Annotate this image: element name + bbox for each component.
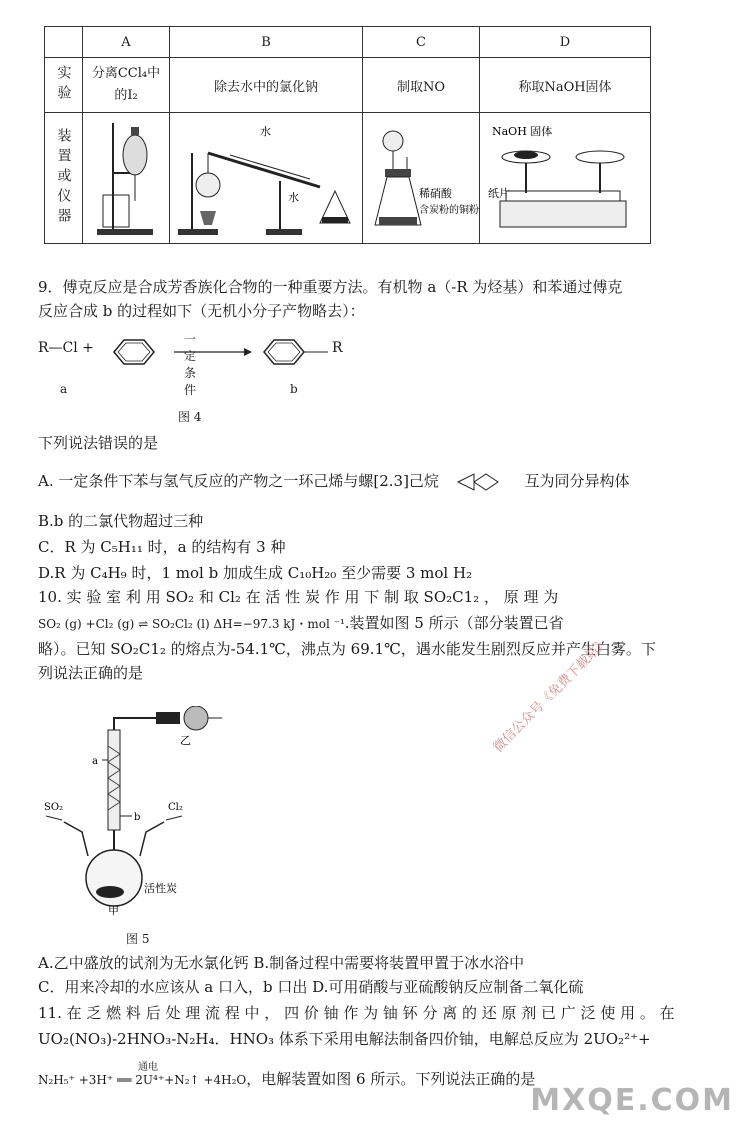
- row-label-apparatus: 装置或仪器: [45, 113, 83, 244]
- balance-icon: [480, 113, 650, 239]
- q11-equation: N₂H₅⁺ +3H⁺ ══ 2U⁴⁺+N₂↑ +4H₂O: [38, 1073, 247, 1087]
- q10-options-ab: A.乙中盛放的试剂为无水氯化钙 B.制备过程中需要将装置甲置于冰水浴中: [38, 954, 525, 972]
- q9-option-b: B.b 的二氯代物超过三种: [38, 512, 204, 530]
- q10-line1: 10. 实 验 室 利 用 SO₂ 和 Cl₂ 在 活 性 炭 作 用 下 制 取 SO₂C1₂ ， 原 理 为: [38, 588, 559, 606]
- water-out-label: 水: [288, 191, 299, 204]
- fig5-caption: 图 5: [126, 932, 150, 946]
- water-in-label: 水: [260, 125, 271, 138]
- row-label-experiment: 实验: [45, 58, 83, 113]
- label-b: b: [290, 382, 298, 396]
- reaction-graphic: [104, 336, 364, 370]
- q9-line1: 9．傅克反应是合成芳香族化合物的一种重要方法。有机物 a（-R 为烃基）和苯通过傅克: [38, 278, 623, 296]
- q11-line1: 11. 在 乏 燃 料 后 处 理 流 程 中 ， 四 价 铀 作 为 铀 钚 分 离 的 还 原 剂 已 广 泛 使 用 。 在: [38, 1004, 675, 1022]
- q11-eq-condition: 通电: [138, 1062, 158, 1073]
- col-header-b: B: [170, 27, 363, 58]
- col-header-a: A: [83, 27, 170, 58]
- experiment-table: [44, 26, 651, 244]
- q11-line3-rest: ，电解装置如图 6 所示。下列说法正确的是: [246, 1070, 536, 1088]
- cell-c-apparatus: [363, 113, 480, 244]
- fig5-apparatus: [36, 706, 256, 928]
- cell-b-apparatus: [170, 113, 363, 244]
- separatory-funnel-icon: [83, 113, 169, 239]
- q9-option-a: [38, 470, 630, 493]
- q9-line2: 反应合成 b 的过程如下（无机小分子产物略去）：: [38, 302, 365, 320]
- q10-options-cd: C．用来冷却的水应该从 a 口入，b 口出 D.可用硝酸与亚硫酸钠反应制备二氧化硫: [38, 978, 584, 996]
- site-logo: MXQE.COM: [530, 1083, 734, 1118]
- label-port-a: a: [92, 756, 98, 767]
- q10-equation: SO₂ (g) +Cl₂ (g) ⇌ SO₂Cl₂ (l) ΔH=−97.3 kJ・mol ⁻¹: [38, 617, 345, 631]
- label-jia: 甲: [108, 904, 119, 917]
- eq-right: R: [332, 340, 343, 356]
- label-so2: SO₂: [44, 802, 64, 813]
- q10-line3: 略）。已知 SO₂C1₂ 的熔点为-54.1℃，沸点为 69.1℃，遇水能发生剧烈反应并产生白雾。下: [38, 640, 656, 658]
- q9-option-c: C．R 为 C₅H₁₁ 时，a 的结构有 3 种: [38, 538, 286, 556]
- fig4-caption: 图 4: [178, 410, 202, 424]
- option-a-text: A. 一定条件下苯与氢气反应的产物之一环己烯与螺[2.3]己烷: [38, 472, 439, 490]
- col-header-c: C: [363, 27, 480, 58]
- col-header-d: D: [480, 27, 651, 58]
- q11-line2: UO₂(NO₃)-2HNO₃-N₂H₄．HNO₃ 体系下采用电解法制备四价铀，电解总反应为 2UO₂²⁺+: [38, 1030, 651, 1048]
- watermark-text: 微信公众号《免费下载站》: [490, 634, 612, 756]
- spiro-hexane-icon: [450, 471, 514, 493]
- cell-b-experiment: 除去水中的氯化钠: [170, 58, 363, 113]
- cell-d-apparatus: [480, 113, 651, 244]
- corner-cell: [45, 27, 83, 58]
- cell-a-experiment: 分离CCl₄中的I₂: [83, 58, 170, 113]
- cell-d-experiment: 称取NaOH固体: [480, 58, 651, 113]
- cell-c-experiment: 制取NO: [363, 58, 480, 113]
- q9-prompt: 下列说法错误的是: [38, 434, 159, 452]
- powder-label: 含炭粉的铜粉: [419, 205, 479, 216]
- acid-label: 稀硝酸: [419, 187, 452, 200]
- label-yi: 乙: [180, 734, 191, 747]
- label-carbon: 活性炭: [144, 882, 177, 895]
- no-generator-icon: [363, 113, 479, 239]
- cell-a-apparatus: [83, 113, 170, 244]
- q10-line4: 列说法正确的是: [38, 664, 144, 682]
- label-port-b: b: [134, 812, 141, 823]
- paper-label: 纸片: [488, 187, 510, 200]
- label-a: a: [60, 382, 68, 396]
- label-cl2: Cl₂: [168, 802, 183, 813]
- eq-condition: 一定条件: [184, 332, 197, 397]
- option-a-tail: 互为同分异构体: [524, 472, 630, 490]
- distillation-apparatus-icon: [170, 113, 362, 239]
- naoh-label: NaOH 固体: [492, 125, 553, 138]
- q10-line2-rest: .装置如图 5 所示（部分装置已省: [344, 614, 564, 632]
- q11-line3: [38, 1068, 535, 1091]
- eq-left: R—Cl +: [38, 340, 94, 356]
- q10-line2: [38, 612, 564, 635]
- q9-option-d: D.R 为 C₄H₉ 时，1 mol b 加成生成 C₁₀H₂₀ 至少需要 3 mol H₂: [38, 564, 473, 582]
